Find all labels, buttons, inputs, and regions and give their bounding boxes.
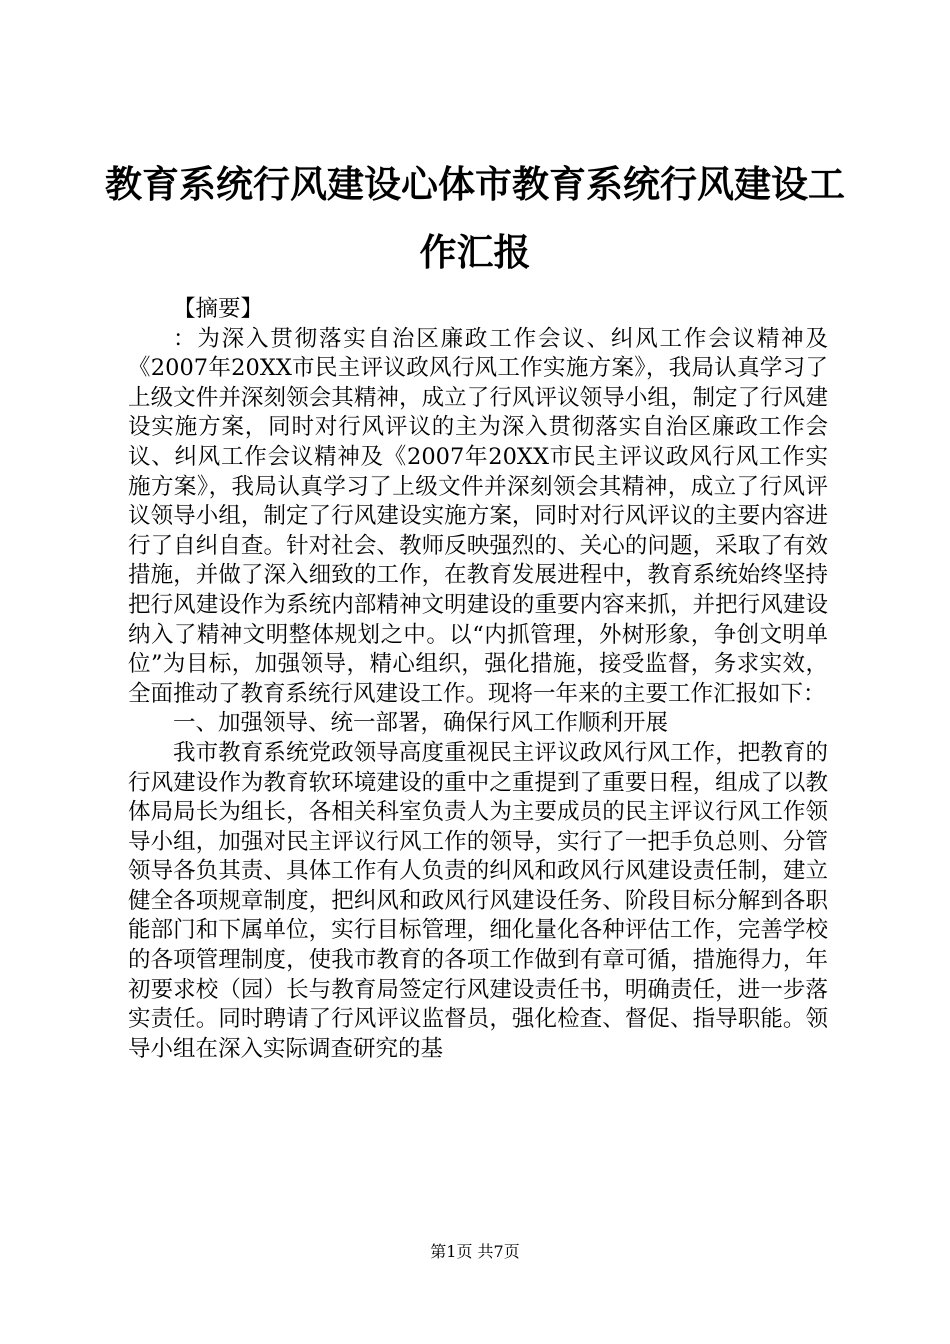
abstract-paragraph: ：为深入贯彻落实自治区廉政工作会议、纠风工作会议精神及《2007年20XX市民主评议政风行风工作实施方案》，我局认真学习了上级文件并深刻领会其精神，成立了行风评议领导小组，制定了行风建设实施方案，同时对行风评议的主为深入贯彻落实自治区廉政工作会议、纠风工作会议精神及《2007年20XX市民主评议政风行风工作实施方案》，我局认真学习了上级文件并深刻领会其精神，成立了行风评议领导小组，制定了行风建设实施方案，同时对行风评议的主要内容进行了自纠自查。针对社会、教师反映强烈的、关心的问题，采取了有效措施，并做了深入细致的工作，在教育发展进程中，教育系统始终坚持把行风建设作为系统内部精神文明建设的重要内容来抓，并把行风建设纳入了精神文明整体规划之中。以“内抓管理，外树形象，争创文明单位”为目标，加强领导，精心组织，强化措施，接受监督，务求实效，全面推动了教育系统行风建设工作。现将一年来的主要工作汇报如下： bbox=[128, 325, 828, 707]
document-title: 教育系统行风建设心体市教育系统行风建设工作汇报 bbox=[105, 163, 845, 274]
document-body bbox=[128, 295, 828, 1064]
section-heading: 一、加强领导、统一部署，确保行风工作顺利开展 bbox=[173, 710, 669, 737]
abstract-label: 【摘要】 bbox=[173, 296, 264, 322]
body-paragraph: 我市教育系统党政领导高度重视民主评议政风行风工作，把教育的行风建设作为教育软环境建设的重中之重提到了重要日程，组成了以教体局局长为组长，各相关科室负责人为主要成员的民主评议行风工作领导小组，加强对民主评议行风工作的领导，实行了一把手负总则、分管领导各负其责、具体工作有人负责的纠风和政风行风建设责任制，建立健全各项规章制度，把纠风和政风行风建设任务、阶段目标分解到各职能部门和下属单位，实行目标管理，细化量化各种评估工作，完善学校的各项管理制度，使我市教育的各项工作做到有章可循，措施得力，年初要求校（园）长与教育局签定行风建设责任书，明确责任，进一步落实责任。同时聘请了行风评议监督员，强化检查、督促、指导职能。领导小组在深入实际调查研究的基 bbox=[128, 739, 828, 1062]
page-footer: 第1页 共7页 bbox=[430, 1242, 520, 1261]
